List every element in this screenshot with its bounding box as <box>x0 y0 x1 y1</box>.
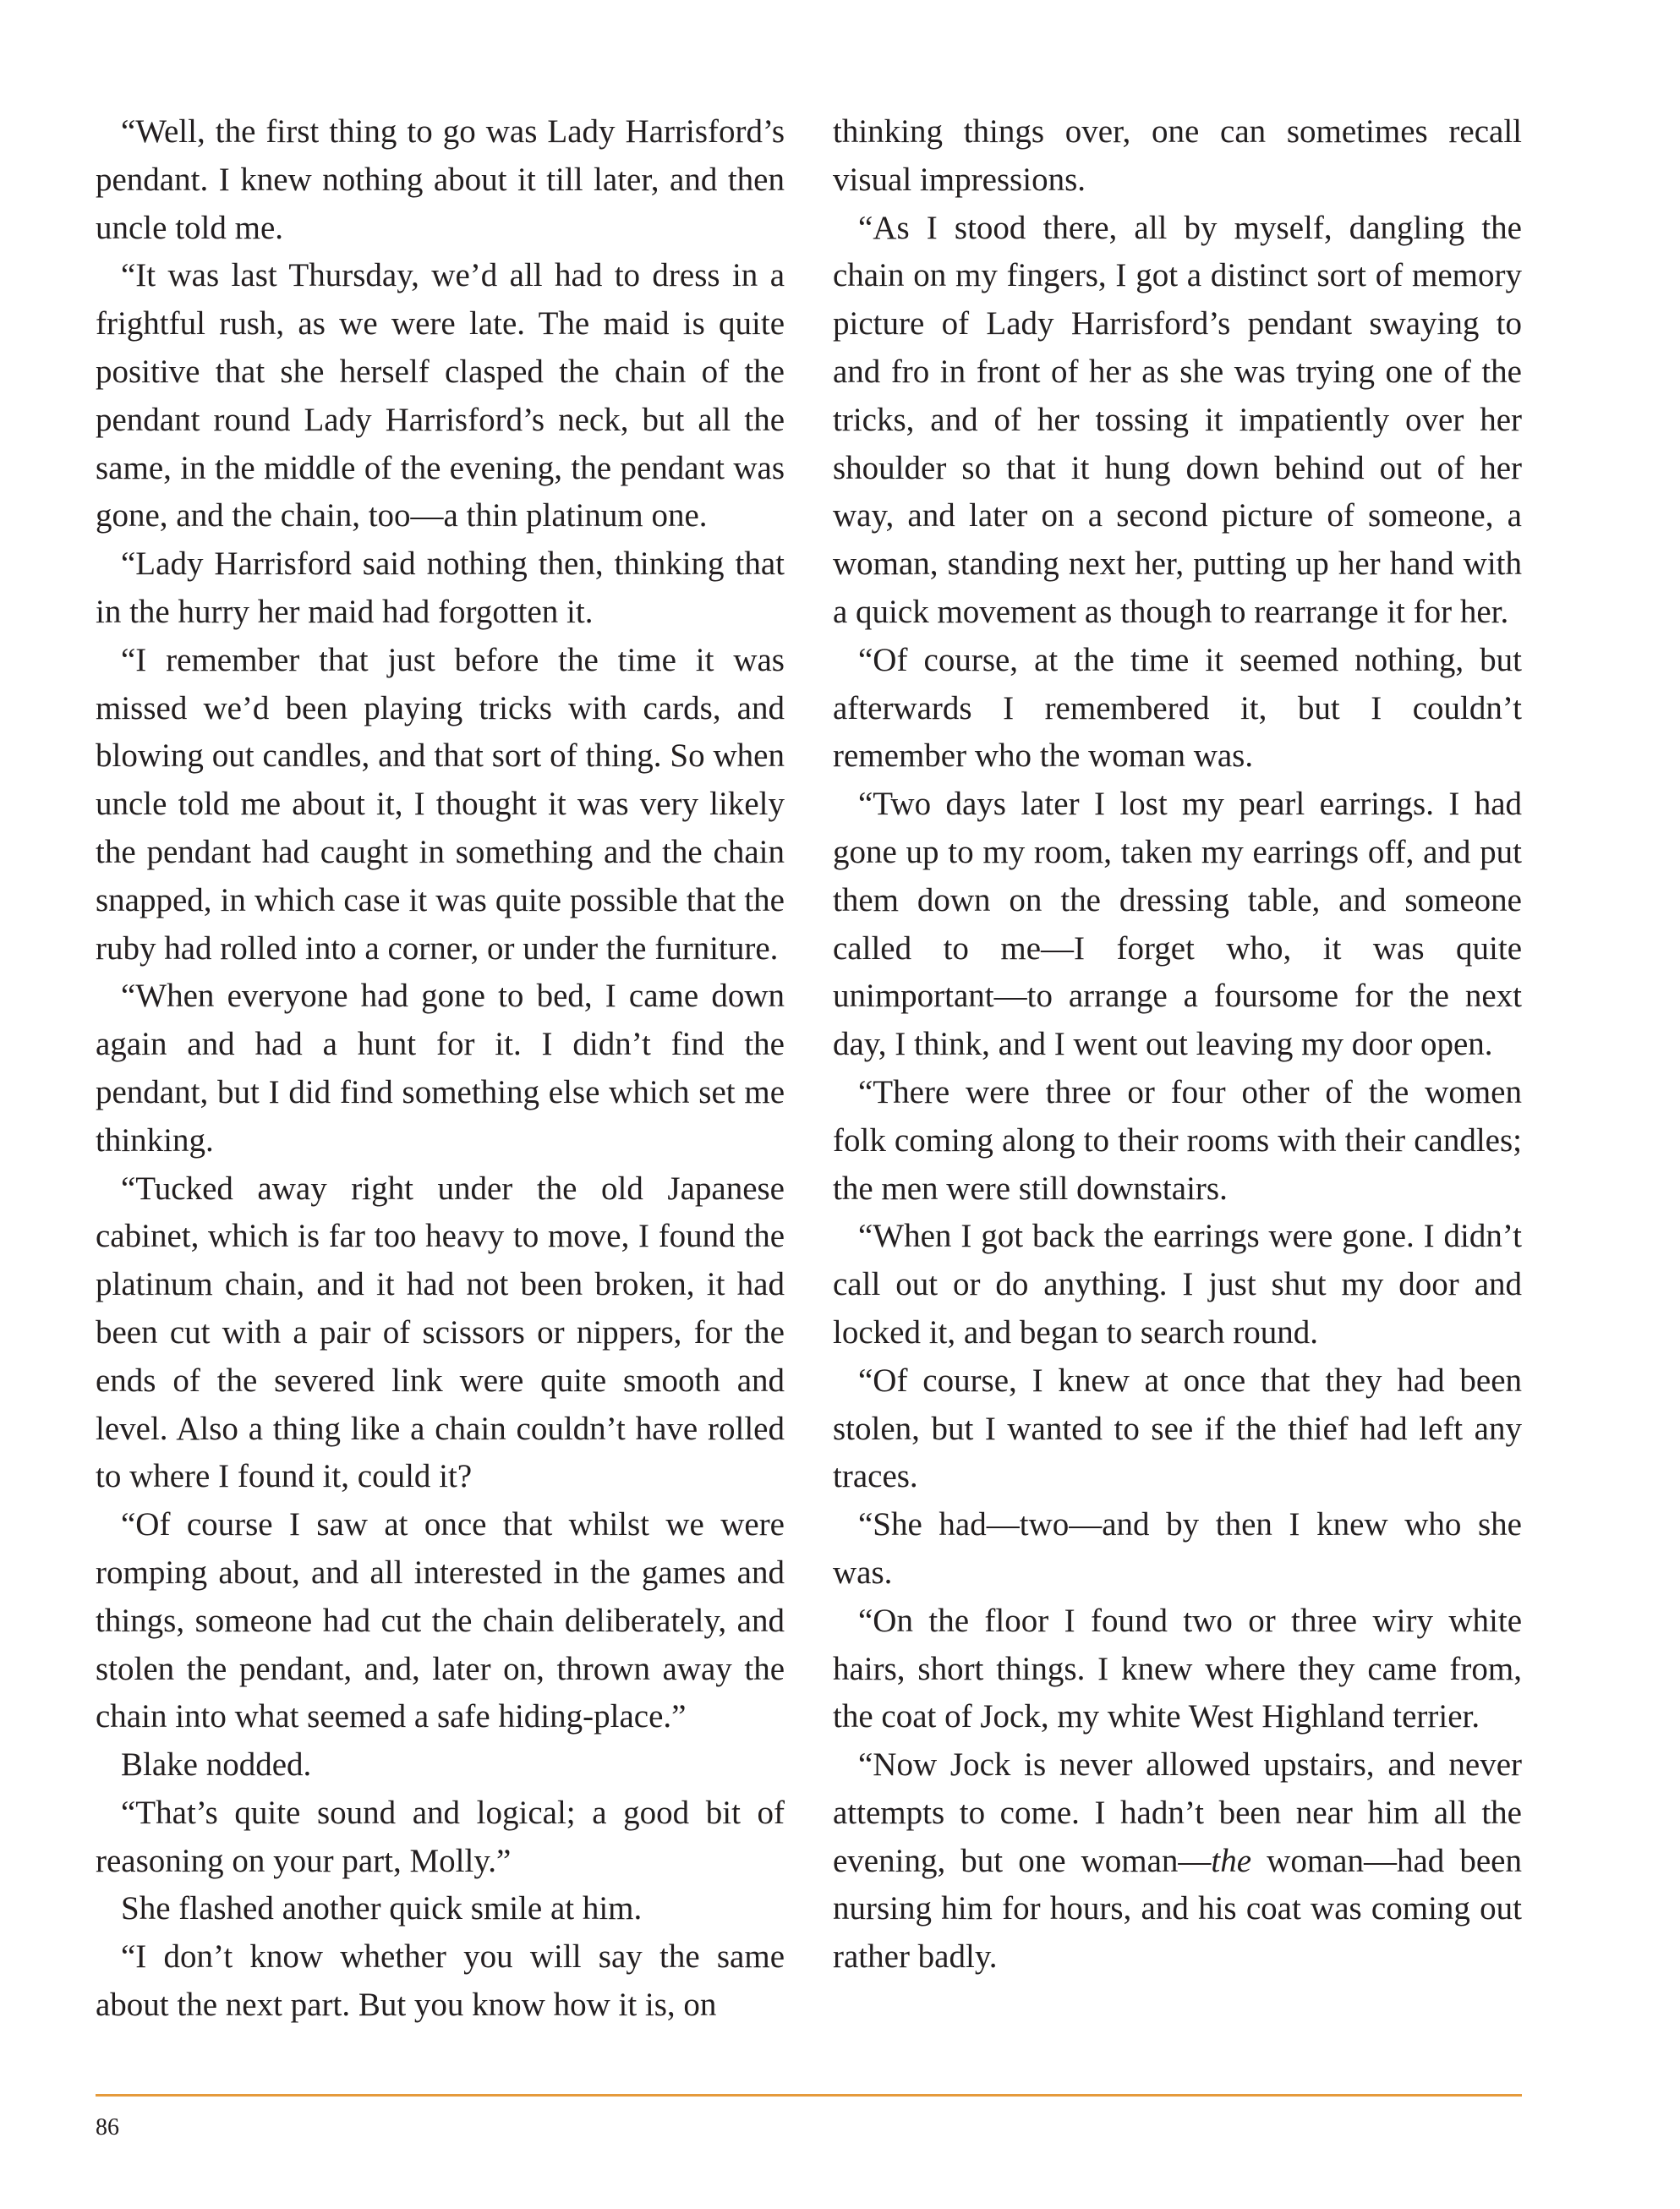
right-column <box>833 108 1522 1982</box>
paragraph-with-italic <box>833 1741 1522 1982</box>
paragraph: “As I stood there, all by myself, dangling the chain on my fingers, I got a distinct sort of memory picture of Lady Harrisford’s pendant swaying to and fro in front of her as she was trying one of the tricks, and of her tossing it impatiently over her shoulder so that it hung down behind out of her way, and later on a second picture of someone, a woman, standing next her, putting up her hand with a quick movement as though to rearrange it for her. <box>833 209 1522 630</box>
paragraph: She flashed another quick smile at him. <box>121 1890 643 1927</box>
paragraph: “That’s quite sound and logical; a good bit of reasoning on your part, Molly.” <box>96 1794 785 1879</box>
paragraph: “I don’t know whether you will say the same about the next part. But you know how it is, on <box>96 1938 785 2024</box>
paragraph: “Of course I saw at once that whilst we were romping about, and all interested in the games and things, someone had cut the chain deliberately, and stolen the pendant, and, later on, thrown away the chain into what seemed a safe hiding-place.” <box>96 1506 785 1735</box>
paragraph: “When everyone had gone to bed, I came down again and had a hunt for it. I didn’t find the pendant, but I did find something else which set me thinking. <box>96 978 785 1159</box>
footer-rule <box>96 2094 1522 2097</box>
paragraph: “Well, the first thing to go was Lady Harrisford’s pendant. I knew nothing about it till later, and then uncle told me. <box>96 113 785 246</box>
paragraph: “On the floor I found two or three wiry white hairs, short things. I knew where they came from, the coat of Jock, my white West Highland terrier. <box>833 1602 1522 1735</box>
page-number: 86 <box>96 2114 119 2140</box>
italic-emphasis: the <box>1211 1842 1252 1879</box>
paragraph: “There were three or four other of the women folk coming along to their rooms with their candles; the men were still downstairs. <box>833 1073 1522 1207</box>
paragraph: “She had—two—and by then I knew who she was. <box>833 1506 1522 1591</box>
paragraph: “It was last Thursday, we’d all had to dress in a frightful rush, as we were late. The maid is quite positive that she herself clasped the chain of the pendant round Lady Harrisford’s neck, but all the same, in the middle of the evening, the pendant was gone, and the chain, too—a thin platinum one. <box>96 257 785 534</box>
paragraph: thinking things over, one can sometimes recall visual impressions. <box>833 113 1522 198</box>
paragraph: “I remember that just before the time it was missed we’d been playing tricks with cards, and blowing out candles, and that sort of thing. So when uncle told me about it, I thought it was very likely the pendant had caught in something and the chain snapped, in which case it was quite possible that the ruby had rolled into a corner, or under the furniture. <box>96 641 785 967</box>
paragraph: Blake nodded. <box>121 1746 312 1784</box>
left-column <box>96 108 785 2030</box>
paragraph: “Of course, I knew at once that they had been stolen, but I wanted to see if the thief had left any traces. <box>833 1362 1522 1495</box>
paragraph: “Two days later I lost my pearl earrings. I had gone up to my room, taken my earrings off, and put them down on the dressing table, and someone called to me—I forget who, it was quite unimportant—to arrange a foursome for the next day, I think, and I went out leaving my door open. <box>833 786 1522 1063</box>
text-segment: woman—had been nursing him for hours, and his coat was coming out rather badly. <box>833 1842 1522 1976</box>
text-segment: “Now Jock is never allowed upstairs, and never attempts to come. I hadn’t been near him all the evening, but one woman— <box>833 1746 1522 1879</box>
paragraph: “Tucked away right under the old Japanese cabinet, which is far too heavy to move, I found the platinum chain, and it had not been broken, it had been cut with a pair of scissors or nippers, for the ends of the severed link were quite smooth and level. Also a thing like a chain couldn’t have rolled to where I found it, could it? <box>96 1170 785 1495</box>
paragraph: “When I got back the earrings were gone. I didn’t call out or do anything. I just shut my door and locked it, and began to search round. <box>833 1218 1522 1351</box>
paragraph: “Lady Harrisford said nothing then, thinking that in the hurry her maid had forgotten it. <box>96 545 785 630</box>
paragraph: “Of course, at the time it seemed nothing, but afterwards I remembered it, but I couldn’t remember who the woman was. <box>833 641 1522 775</box>
